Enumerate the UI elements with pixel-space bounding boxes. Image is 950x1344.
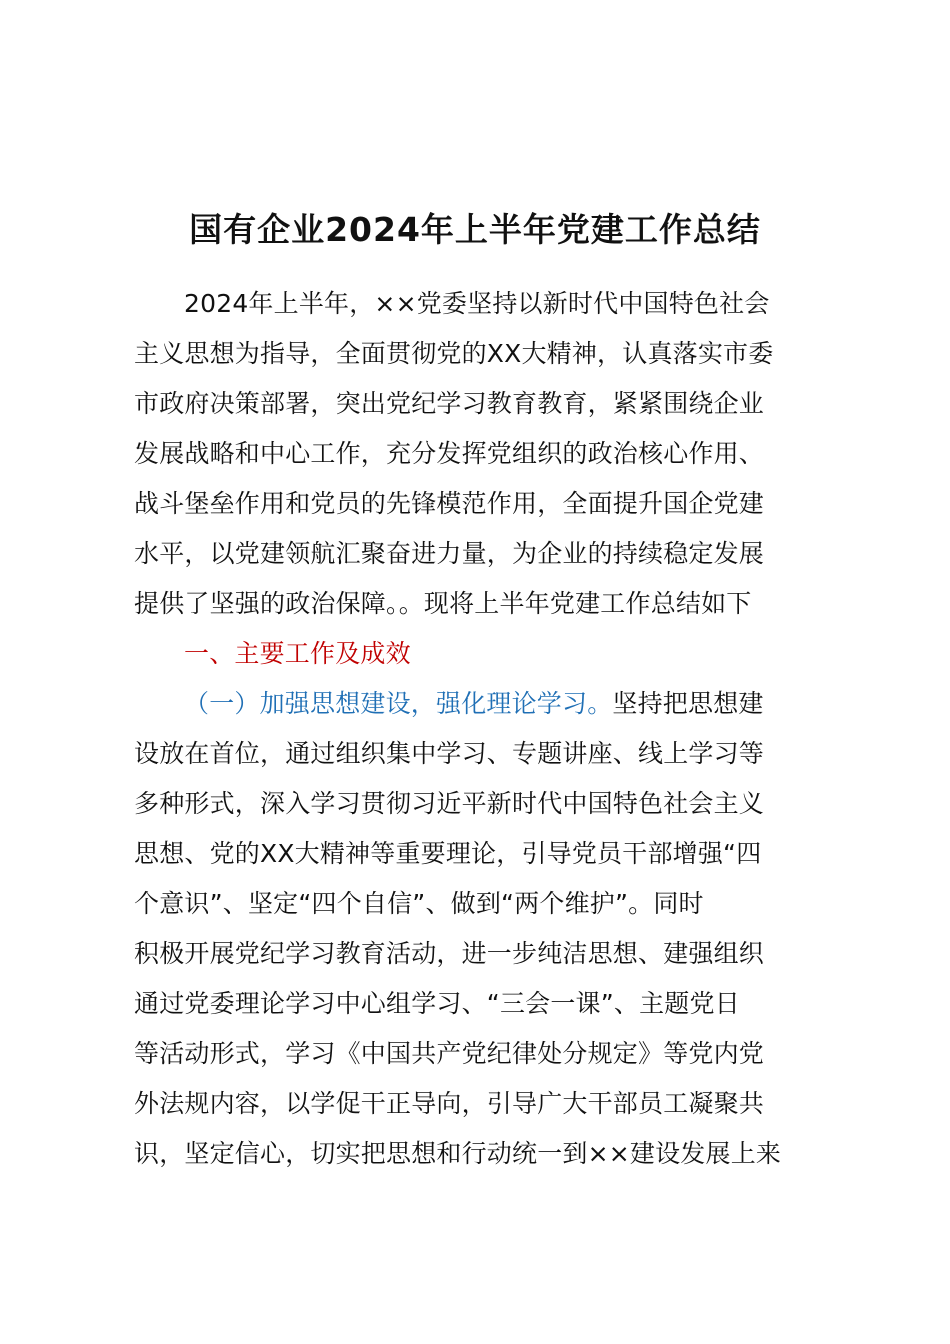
body-line: 通过党委理论学习中心组学习、“三会一课”、主题党日 [134, 989, 740, 1018]
subsection-heading: （一）加强思想建设，强化理论学习。 [184, 689, 613, 718]
section-heading: 一、主要工作及成效 [184, 639, 411, 668]
intro-line: 提供了坚强的政治保障。。现将上半年党建工作总结如下 [134, 589, 752, 618]
subsection-first-line [134, 679, 854, 729]
subsection-first-line-text: 坚持把思想建 [612, 689, 764, 718]
body-line: 外法规内容，以学促干正导向，引导广大干部员工凝聚共 [134, 1089, 765, 1118]
body-line: 设放在首位，通过组织集中学习、专题讲座、线上学习等 [134, 739, 765, 768]
intro-line: 主义思想为指导，全面贯彻党的XX大精神，认真落实市委 [134, 339, 774, 368]
body-line: 思想、党的XX大精神等重要理论，引导党员干部增强“四 [134, 839, 762, 868]
body-line: 个意识”、坚定“四个自信”、做到“两个维护”。同时 [134, 889, 704, 918]
body-line: 积极开展党纪学习教育活动，进一步纯洁思想、建强组织 [134, 939, 765, 968]
body-line: 多种形式，深入学习贯彻习近平新时代中国特色社会主义 [134, 789, 765, 818]
document-body [134, 279, 854, 1179]
intro-line: 市政府决策部署，突出党纪学习教育教育，紧紧围绕企业 [134, 389, 765, 418]
body-line: 识，坚定信心，切实把思想和行动统一到××建设发展上来 [134, 1139, 782, 1168]
document-title: 国有企业2024年上半年党建工作总结 [189, 210, 761, 249]
intro-line: 战斗堡垒作用和党员的先锋模范作用，全面提升国企党建 [134, 489, 765, 518]
body-line: 等活动形式，学习《中国共产党纪律处分规定》等党内党 [134, 1039, 765, 1068]
intro-line: 发展战略和中心工作，充分发挥党组织的政治核心作用、 [134, 439, 765, 468]
intro-line: 水平，以党建领航汇聚奋进力量，为企业的持续稳定发展 [134, 539, 765, 568]
intro-line: 2024年上半年，××党委坚持以新时代中国特色社会 [184, 289, 770, 318]
